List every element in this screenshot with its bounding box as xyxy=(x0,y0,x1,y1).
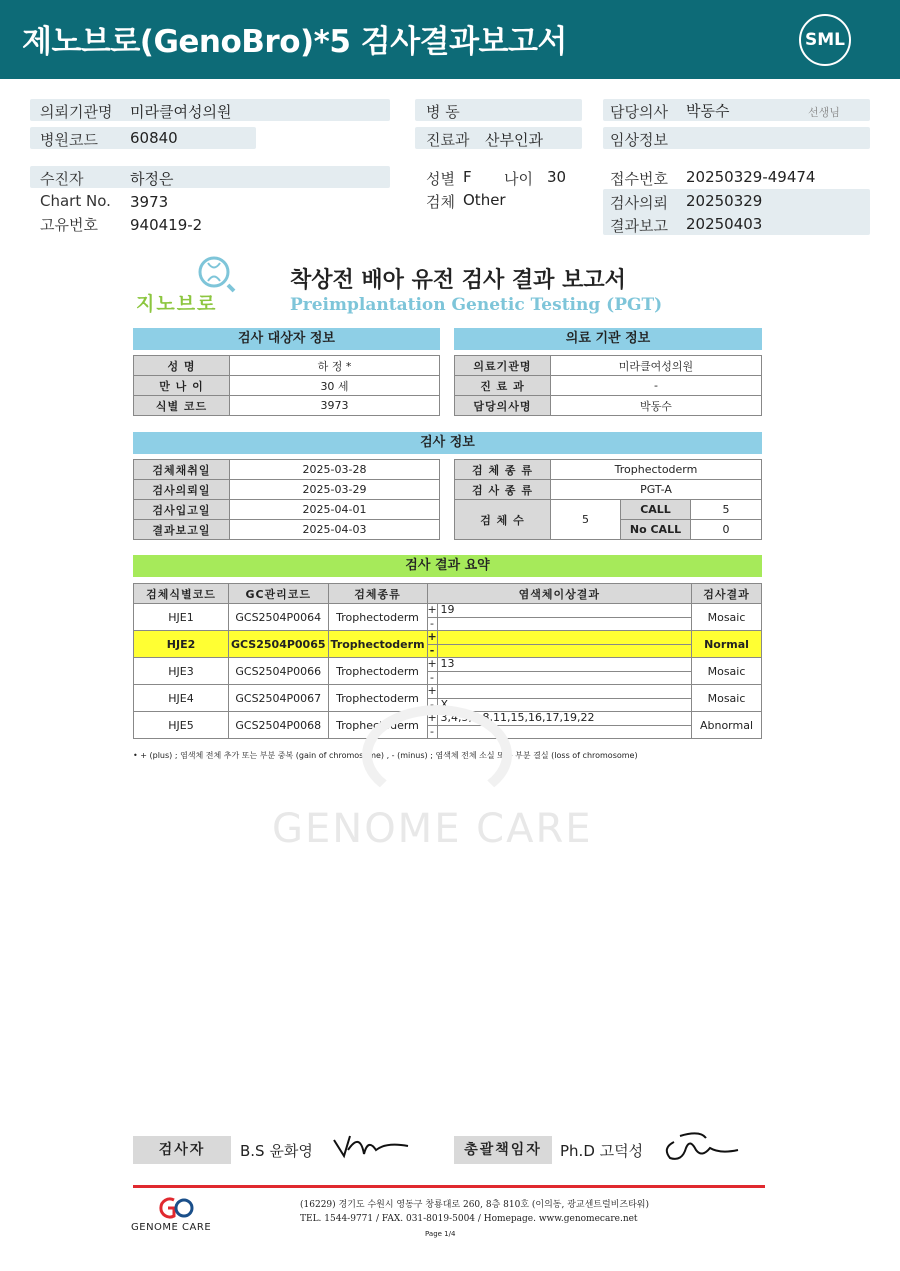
result-id: HJE1 xyxy=(134,604,229,631)
col-specimen-type: 검체종류 xyxy=(328,584,427,604)
receipt-value: 20250329-49474 xyxy=(686,168,816,186)
doctor-value: 박동수 xyxy=(686,102,730,120)
watermark-text: GENOME CARE xyxy=(272,806,593,852)
table-row xyxy=(455,460,762,480)
subject-name-value: 하 정 * xyxy=(230,356,440,376)
page-number: Page 1/4 xyxy=(425,1230,456,1238)
result-value: Normal xyxy=(692,631,762,658)
plus-sign: + xyxy=(427,657,437,670)
age-value: 30 xyxy=(547,168,567,186)
table-row xyxy=(134,356,440,376)
nocall-label: No CALL xyxy=(621,520,691,540)
table-row xyxy=(134,520,440,540)
institution-value: 미라클여성의원 xyxy=(130,103,232,121)
inst-dept-value: - xyxy=(551,376,762,396)
inst-name-value: 미라클여성의원 xyxy=(551,356,762,376)
result-type: Trophectoderm xyxy=(328,685,427,712)
minus-value: X xyxy=(440,698,449,711)
id-value: 940419-2 xyxy=(130,216,203,234)
subject-info-heading: 검사 대상자 정보 xyxy=(133,328,440,350)
institution-info-heading: 의료 기관 정보 xyxy=(454,328,762,350)
result-type: Trophectoderm xyxy=(328,631,427,658)
result-chromosome xyxy=(427,604,691,631)
result-gc: GCS2504P0067 xyxy=(229,685,329,712)
footer-address xyxy=(300,1198,649,1226)
receipt-label: 접수번호 xyxy=(610,170,668,188)
plus-sign: + xyxy=(427,711,437,724)
test-spec-table xyxy=(454,459,762,540)
subject-name-label: 성 명 xyxy=(134,356,230,376)
doctor-suffix: 선생님 xyxy=(808,106,840,119)
institution-label: 의뢰기관명 xyxy=(40,103,113,121)
request-date-value: 2025-03-29 xyxy=(230,480,440,500)
patient-value: 하정은 xyxy=(130,170,174,188)
tester-signature-icon xyxy=(330,1128,410,1164)
genome-care-logo-icon xyxy=(156,1196,196,1220)
table-row xyxy=(134,460,440,480)
inst-dept-label: 진 료 과 xyxy=(455,376,551,396)
footer-divider xyxy=(133,1185,765,1188)
specimen-type-value: Trophectoderm xyxy=(551,460,762,480)
subject-table xyxy=(133,355,440,416)
minus-sign: - xyxy=(428,645,438,658)
specimen-value: Other xyxy=(463,191,506,209)
sml-logo: SML xyxy=(799,14,851,66)
plus-sign: + xyxy=(427,603,437,616)
result-gc: GCS2504P0068 xyxy=(229,712,329,739)
result-chromosome xyxy=(427,631,691,658)
result-gc: GCS2504P0064 xyxy=(229,604,329,631)
report-subtitle: Preimplantation Genetic Testing (PGT) xyxy=(290,295,663,315)
plus-value xyxy=(438,630,441,643)
table-row xyxy=(455,396,762,416)
id-label: 고유번호 xyxy=(40,216,98,234)
plus-sign: + xyxy=(427,684,437,697)
institution-table xyxy=(454,355,762,416)
call-value: 5 xyxy=(691,500,762,520)
department-label: 진료과 xyxy=(426,131,470,149)
result-id: HJE4 xyxy=(134,685,229,712)
contact-line: TEL. 1544-9771 / FAX. 031-8019-5004 / Homepage. www.genomecare.net xyxy=(300,1214,638,1224)
result-chromosome xyxy=(427,685,691,712)
footnote: • + (plus) ; 염색체 전체 추가 또는 부분 중복 (gain of chromosome) , - (minus) ; 염색체 전체 소실 또는 부분 결실 (loss of chromosome) xyxy=(133,751,638,760)
result-value: Mosaic xyxy=(692,658,762,685)
result-id: HJE5 xyxy=(134,712,229,739)
table-row xyxy=(134,658,762,685)
genobro-logo-text: 지노브로 xyxy=(136,293,218,315)
address-line: (16229) 경기도 수원시 영동구 창룡대로 260, 8층 810호 (이의동, 광교센트럴비즈타워) xyxy=(300,1200,649,1210)
count-label: 검 체 수 xyxy=(455,500,551,540)
subject-code-label: 식별 코드 xyxy=(134,396,230,416)
doctor-label: 담당의사 xyxy=(610,103,668,121)
summary-heading: 검사 결과 요약 xyxy=(133,555,762,577)
minus-value xyxy=(438,617,441,630)
table-row xyxy=(134,376,440,396)
result-gc: GCS2504P0065 xyxy=(229,631,329,658)
result-type: Trophectoderm xyxy=(328,604,427,631)
minus-value xyxy=(438,671,441,684)
report-date-label-cell: 결과보고일 xyxy=(134,520,230,540)
request-label: 검사의뢰 xyxy=(610,194,668,212)
department-value: 산부인과 xyxy=(485,131,543,149)
plus-value: 3,4,5,7,8,11,15,16,17,19,22 xyxy=(440,711,595,724)
col-specimen-id: 검체식별코드 xyxy=(134,584,229,604)
result-value: Mosaic xyxy=(692,685,762,712)
specimen-type-label: 검 체 종 류 xyxy=(455,460,551,480)
specimen-label: 검체 xyxy=(426,193,455,211)
tester-label: 검사자 xyxy=(133,1136,231,1164)
table-row xyxy=(134,500,440,520)
table-row xyxy=(134,480,440,500)
plus-sign: + xyxy=(427,630,437,643)
header-bar xyxy=(0,0,900,79)
manager-name: Ph.D 고덕성 xyxy=(560,1142,644,1160)
minus-sign: - xyxy=(428,618,438,631)
result-value: Abnormal xyxy=(692,712,762,739)
report-date-value: 20250403 xyxy=(686,215,763,233)
subject-code-value: 3973 xyxy=(230,396,440,416)
request-value: 20250329 xyxy=(686,192,763,210)
sex-label: 성별 xyxy=(426,170,455,188)
watermark-logo-icon xyxy=(362,705,512,805)
plus-value: 13 xyxy=(440,657,455,670)
minus-value xyxy=(438,644,441,657)
result-value: Mosaic xyxy=(692,604,762,631)
nocall-value: 0 xyxy=(691,520,762,540)
result-id: HJE2 xyxy=(134,631,229,658)
table-header-row xyxy=(134,584,762,604)
inst-doctor-label: 담당의사명 xyxy=(455,396,551,416)
result-type: Trophectoderm xyxy=(328,712,427,739)
table-row xyxy=(134,631,762,658)
call-label: CALL xyxy=(621,500,691,520)
request-date-label: 검사의뢰일 xyxy=(134,480,230,500)
document-title: 제노브로(GenoBro)*5 검사결과보고서 xyxy=(22,24,567,60)
patient-label: 수진자 xyxy=(40,170,84,188)
inst-doctor-value: 박동수 xyxy=(551,396,762,416)
collect-date-value: 2025-03-28 xyxy=(230,460,440,480)
col-gc-code: GC관리코드 xyxy=(229,584,329,604)
subject-age-value: 30 세 xyxy=(230,376,440,396)
test-dates-table xyxy=(133,459,440,540)
test-info-heading: 검사 정보 xyxy=(133,432,762,454)
hospital-code-value: 60840 xyxy=(130,129,178,147)
tester-name: B.S 윤화영 xyxy=(240,1142,313,1160)
result-type: Trophectoderm xyxy=(328,658,427,685)
result-gc: GCS2504P0066 xyxy=(229,658,329,685)
ward-label: 병 동 xyxy=(426,103,460,121)
minus-sign: - xyxy=(428,726,438,739)
age-label: 나이 xyxy=(504,170,533,188)
table-row xyxy=(134,396,440,416)
chart-value: 3973 xyxy=(130,193,169,211)
report-date-label: 결과보고 xyxy=(610,217,668,235)
table-row xyxy=(455,376,762,396)
col-result: 검사결과 xyxy=(692,584,762,604)
table-row xyxy=(134,604,762,631)
count-value: 5 xyxy=(551,500,621,540)
subject-age-label: 만 나 이 xyxy=(134,376,230,396)
collect-date-label: 검체채취일 xyxy=(134,460,230,480)
report-date-value-cell: 2025-04-03 xyxy=(230,520,440,540)
table-row xyxy=(455,500,762,520)
table-row xyxy=(455,480,762,500)
manager-signature-icon xyxy=(660,1128,740,1164)
test-type-label: 검 사 종 류 xyxy=(455,480,551,500)
minus-sign: - xyxy=(428,699,438,712)
col-chromosome: 염색체이상결과 xyxy=(427,584,691,604)
result-id: HJE3 xyxy=(134,658,229,685)
table-row xyxy=(455,356,762,376)
result-chromosome xyxy=(427,658,691,685)
report-title: 착상전 배아 유전 검사 결과 보고서 xyxy=(290,268,626,293)
plus-value: 19 xyxy=(440,603,455,616)
receive-date-label: 검사입고일 xyxy=(134,500,230,520)
receive-date-value: 2025-04-01 xyxy=(230,500,440,520)
sex-value: F xyxy=(463,168,472,186)
clinical-label: 임상정보 xyxy=(610,131,668,149)
test-type-value: PGT-A xyxy=(551,480,762,500)
manager-label: 총괄책임자 xyxy=(454,1136,552,1164)
patient-box xyxy=(30,166,390,188)
minus-sign: - xyxy=(428,672,438,685)
plus-value xyxy=(438,684,441,697)
inst-name-label: 의료기관명 xyxy=(455,356,551,376)
genome-care-logo-text: GENOME CARE xyxy=(131,1222,212,1233)
chart-label: Chart No. xyxy=(40,192,111,210)
hospital-code-label: 병원코드 xyxy=(40,131,98,149)
